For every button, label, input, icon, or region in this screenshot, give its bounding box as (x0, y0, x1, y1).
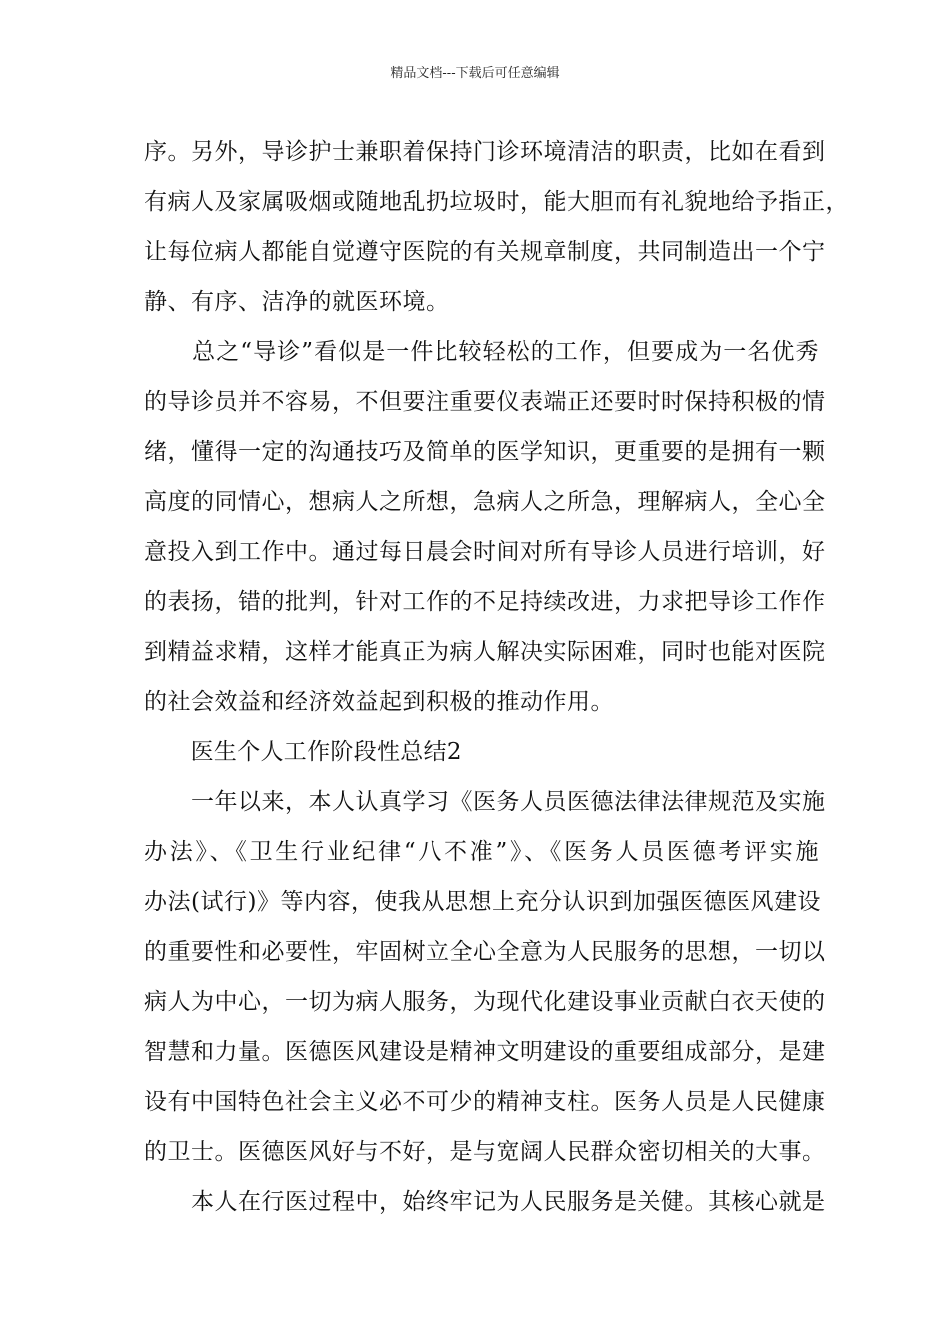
paragraph-4-line-1: 本人在行医过程中，始终牢记为人民服务是关健。其核心就是 (144, 1189, 826, 1215)
paragraph-2-line-8: 的社会效益和经济效益起到积极的推动作用。 (144, 689, 614, 715)
paragraph-2-line-4: 高度的同情心，想病人之所想，急病人之所急，理解病人，全心全 (144, 489, 826, 515)
paragraph-3-line-4: 的重要性和必要性，牢固树立全心全意为人民服务的思想，一切以 (144, 939, 826, 965)
paragraph-3-line-5: 病人为中心，一切为病人服务，为现代化建设事业贡献白衣天使的 (144, 989, 826, 1015)
paragraph-2-line-3: 绪，懂得一定的沟通技巧及简单的医学知识，更重要的是拥有一颗 (144, 439, 826, 465)
paragraph-1-line-2: 有病人及家属吸烟或随地乱扔垃圾时，能大胆而有礼貌地给予指正， (144, 189, 849, 215)
paragraph-3-line-3: 办法(试行)》等内容，使我从思想上充分认识到加强医德医风建设 (144, 889, 821, 915)
paragraph-2-line-6: 的表扬，错的批判，针对工作的不足持续改进，力求把导诊工作作 (144, 589, 826, 615)
paragraph-1-line-1: 序。另外，导诊护士兼职着保持门诊环境清洁的职责，比如在看到 (144, 139, 826, 165)
paragraph-1-line-3: 让每位病人都能自觉遵守医院的有关规章制度，共同制造出一个宁 (144, 239, 826, 265)
paragraph-2-line-1: 总之“导诊”看似是一件比较轻松的工作，但要成为一名优秀 (144, 339, 819, 365)
paragraph-3-line-1: 一年以来，本人认真学习《医务人员医德法律法律规范及实施 (144, 789, 826, 815)
paragraph-2-line-7: 到精益求精，这样才能真正为病人解决实际困难，同时也能对医院 (144, 639, 826, 665)
paragraph-3-line-6: 智慧和力量。医德医风建设是精神文明建设的重要组成部分，是建 (144, 1039, 826, 1065)
paragraph-3-line-8: 的卫士。医德医风好与不好，是与宽阔人民群众密切相关的大事。 (144, 1139, 826, 1165)
paragraph-2-line-2: 的导诊员并不容易，不但要注重要仪表端正还要时时保持积极的情 (144, 389, 826, 415)
page-header: 精品文档---下载后可任意编辑 (390, 66, 560, 81)
paragraph-3-line-7: 设有中国特色社会主义必不可少的精神支柱。医务人员是人民健康 (144, 1089, 826, 1115)
section-heading: 医生个人工作阶段性总结2 (144, 739, 462, 765)
paragraph-1-line-4: 静、有序、洁净的就医环境。 (144, 289, 450, 315)
paragraph-2-line-5: 意投入到工作中。通过每日晨会时间对所有导诊人员进行培训，好 (144, 539, 826, 565)
paragraph-3-line-2: 办法》、《卫生行业纪律“八不准”》、《医务人员医德考评实施 (144, 839, 819, 865)
